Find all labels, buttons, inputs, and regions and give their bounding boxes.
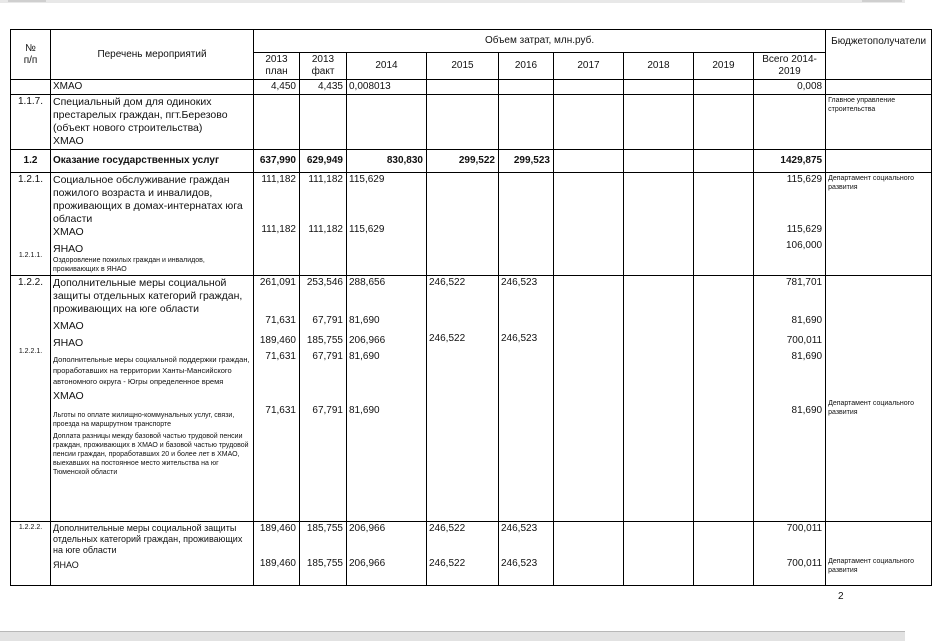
table-row — [11, 150, 932, 173]
value: 246,523 — [501, 523, 538, 534]
value: 253,546 — [306, 277, 343, 288]
value-cell — [300, 276, 347, 522]
value: 81,690 — [349, 351, 380, 362]
table-row — [11, 95, 932, 150]
value: 71,631 — [265, 351, 296, 362]
value-cell — [347, 276, 427, 522]
value: 185,755 — [306, 558, 343, 569]
value-cell — [499, 80, 554, 95]
value: 185,755 — [306, 523, 343, 534]
header-row — [11, 30, 932, 53]
value: 67,791 — [312, 351, 343, 362]
value: 71,631 — [265, 315, 296, 326]
year-header: 2019 — [694, 53, 754, 80]
recipient-cell — [826, 522, 932, 586]
value: 246,522 — [429, 333, 466, 344]
row-title: Дополнительные меры социальной защиты отдельных категорий граждан, проживающих на юге области — [53, 277, 243, 315]
row-title: Специальный дом для одиноких престарелых граждан, пгт.Березово (объект нового строительства) — [53, 96, 228, 134]
value-cell — [624, 522, 694, 586]
total-cell — [754, 522, 826, 586]
recipient-cell: Департамент социального развития — [826, 173, 932, 276]
value-cell — [300, 95, 347, 150]
col-volume-header: Объем затрат, млн.руб. — [254, 30, 826, 53]
value-cell — [254, 522, 300, 586]
row-region: ЯНАО — [53, 243, 84, 255]
value-cell: 4,435 — [300, 80, 347, 95]
value-cell: 637,990 — [254, 150, 300, 173]
value: 67,791 — [312, 315, 343, 326]
row-name: ХМАО — [51, 80, 254, 95]
value-cell: 299,523 — [499, 150, 554, 173]
col-no-header: № п/п — [11, 30, 51, 80]
value: 81,690 — [349, 405, 380, 416]
value: 115,629 — [349, 224, 385, 235]
total-cell — [754, 173, 826, 276]
row-number-main: 1.2.2. — [17, 277, 44, 288]
row-number — [11, 276, 51, 522]
value: 246,523 — [501, 333, 538, 344]
value-cell — [624, 276, 694, 522]
row-name — [51, 522, 254, 586]
year-header: 2015 — [427, 53, 499, 80]
value-cell — [427, 173, 499, 276]
value-cell — [347, 522, 427, 586]
value: 246,522 — [429, 558, 466, 569]
value-cell — [499, 95, 554, 150]
value-cell: 830,830 — [347, 150, 427, 173]
value-cell — [254, 276, 300, 522]
total-cell — [754, 276, 826, 522]
value-cell — [554, 80, 624, 95]
scan-bottom-edge — [0, 631, 905, 641]
row-number: 1.2.2.2. — [11, 522, 51, 586]
total-header: Всего 2014- 2019 — [754, 53, 826, 80]
value-cell — [554, 276, 624, 522]
value: 189,460 — [259, 558, 296, 569]
value: 81,690 — [791, 405, 823, 416]
row-name: Оказание государственных услуг — [51, 150, 254, 173]
value-cell — [694, 150, 754, 173]
note-text: Льготы по оплате жилищно-коммунальных услуг, связи, проезда на маршрутном транспорте — [53, 412, 235, 428]
recipient-cell: Главное управление строительства — [826, 95, 932, 150]
value: 246,523 — [501, 558, 538, 569]
year-header: 2014 — [347, 53, 427, 80]
value-cell — [427, 80, 499, 95]
value: 189,460 — [259, 523, 296, 534]
value: 71,631 — [265, 405, 296, 416]
value-cell — [499, 522, 554, 586]
value: 111,182 — [261, 174, 296, 185]
value-cell — [254, 173, 300, 276]
value-cell — [554, 173, 624, 276]
value: 115,629 — [786, 224, 823, 235]
total-cell: 0,008 — [754, 80, 826, 95]
row-name — [51, 173, 254, 276]
row-title: Социальное обслуживание граждан пожилого возраста и инвалидов, проживающих в домах-интернатах юга области — [53, 174, 243, 225]
child-row-number: 1.2.1.1. — [18, 252, 43, 259]
value: 111,182 — [308, 174, 343, 185]
col-name-header: Перечень мероприятий — [51, 30, 254, 80]
year-header: 2013 факт — [300, 53, 347, 80]
value-cell: 299,522 — [427, 150, 499, 173]
value-cell: 4,450 — [254, 80, 300, 95]
row-title: Дополнительные меры социальной защиты отдельных категорий граждан, проживающих на юге области — [53, 523, 243, 555]
table-row — [11, 80, 932, 95]
row-name — [51, 276, 254, 522]
value-cell — [427, 95, 499, 150]
value-cell — [254, 95, 300, 150]
budget-table-container — [10, 29, 927, 585]
table-row — [11, 173, 932, 276]
value-cell — [624, 95, 694, 150]
scan-edge-mark — [8, 0, 46, 2]
table-row — [11, 522, 932, 586]
value-cell — [427, 276, 499, 522]
value-cell — [694, 95, 754, 150]
value: 781,701 — [785, 277, 823, 288]
value: 261,091 — [259, 277, 296, 288]
row-name — [51, 95, 254, 150]
total-cell — [754, 95, 826, 150]
year-header: 2013 план — [254, 53, 300, 80]
value-cell — [694, 173, 754, 276]
value-cell — [624, 80, 694, 95]
value: 288,656 — [349, 277, 386, 288]
child-row-name: Дополнительные меры социальной поддержки граждан, проработавших на территории Ханты-Мансийского автономного округа - Югры определенное время — [53, 355, 250, 386]
row-number-main: 1.2.1. — [17, 174, 44, 185]
value-cell — [554, 95, 624, 150]
value: 246,523 — [501, 277, 538, 288]
page-number: 2 — [838, 591, 844, 602]
value-cell — [694, 522, 754, 586]
value: 81,690 — [349, 315, 380, 326]
row-number — [11, 173, 51, 276]
value-cell — [427, 522, 499, 586]
row-recipient: Департамент социального развития — [828, 558, 914, 574]
value-cell — [624, 173, 694, 276]
value-cell — [347, 173, 427, 276]
value-cell — [694, 276, 754, 522]
value: 700,011 — [786, 523, 823, 534]
value: 115,629 — [786, 174, 823, 185]
total-cell: 1429,875 — [754, 150, 826, 173]
child-recipient: Департамент социального развития — [828, 400, 914, 416]
row-region: ХМАО — [53, 135, 84, 147]
value-cell — [554, 150, 624, 173]
value: 111,182 — [308, 224, 343, 235]
value: 67,791 — [312, 405, 343, 416]
value: 185,755 — [306, 335, 343, 346]
year-header: 2017 — [554, 53, 624, 80]
row-number — [11, 80, 51, 95]
value: 700,011 — [786, 558, 823, 569]
value: 111,182 — [261, 224, 296, 235]
value-cell — [499, 173, 554, 276]
value-cell — [347, 95, 427, 150]
note-text: Доплата разницы между базовой частью трудовой пенсии граждан, проживающих в ХМАО и базовой частью трудовой пенсии граждан, проработавших 20 и более лет в ХМАО, выехавших на постоянное место жительства на юг Тюменской области — [53, 433, 249, 476]
recipient-cell — [826, 276, 932, 522]
row-region: ХМАО — [53, 226, 84, 238]
value-cell — [499, 276, 554, 522]
value-cell: 629,949 — [300, 150, 347, 173]
value-cell — [300, 522, 347, 586]
value: 81,690 — [791, 315, 823, 326]
value: 206,966 — [349, 523, 386, 534]
value: 115,629 — [349, 174, 385, 185]
row-region: ХМАО — [53, 320, 84, 332]
budget-table — [10, 29, 932, 586]
year-header: 2018 — [624, 53, 694, 80]
value-cell — [554, 522, 624, 586]
child-row-region: ХМАО — [53, 390, 84, 402]
value-cell — [300, 173, 347, 276]
value: 206,966 — [349, 558, 386, 569]
table-row — [11, 276, 932, 522]
value: 106,000 — [785, 240, 823, 251]
row-region: ЯНАО — [53, 337, 84, 349]
row-region: ЯНАО — [53, 560, 79, 570]
value: 246,522 — [429, 277, 466, 288]
col-recipients-header: Бюджетополучатели — [826, 30, 932, 80]
recipient-cell — [826, 80, 932, 95]
row-number: 1.1.7. — [11, 95, 51, 150]
child-row-number: 1.2.2.1. — [18, 348, 43, 355]
year-header: 2016 — [499, 53, 554, 80]
value: 81,690 — [791, 351, 823, 362]
value: 206,966 — [349, 335, 386, 346]
row-number: 1.2 — [11, 150, 51, 173]
scan-edge-mark — [862, 0, 902, 2]
value-cell: 0,008013 — [347, 80, 427, 95]
recipient-cell — [826, 150, 932, 173]
value: 700,011 — [786, 335, 823, 346]
value: 189,460 — [259, 335, 296, 346]
value: 246,522 — [429, 523, 466, 534]
scan-top-edge — [0, 0, 905, 3]
child-row-name: Оздоровление пожилых граждан и инвалидов, проживающих в ЯНАО — [53, 257, 205, 273]
value-cell — [694, 80, 754, 95]
value-cell — [624, 150, 694, 173]
